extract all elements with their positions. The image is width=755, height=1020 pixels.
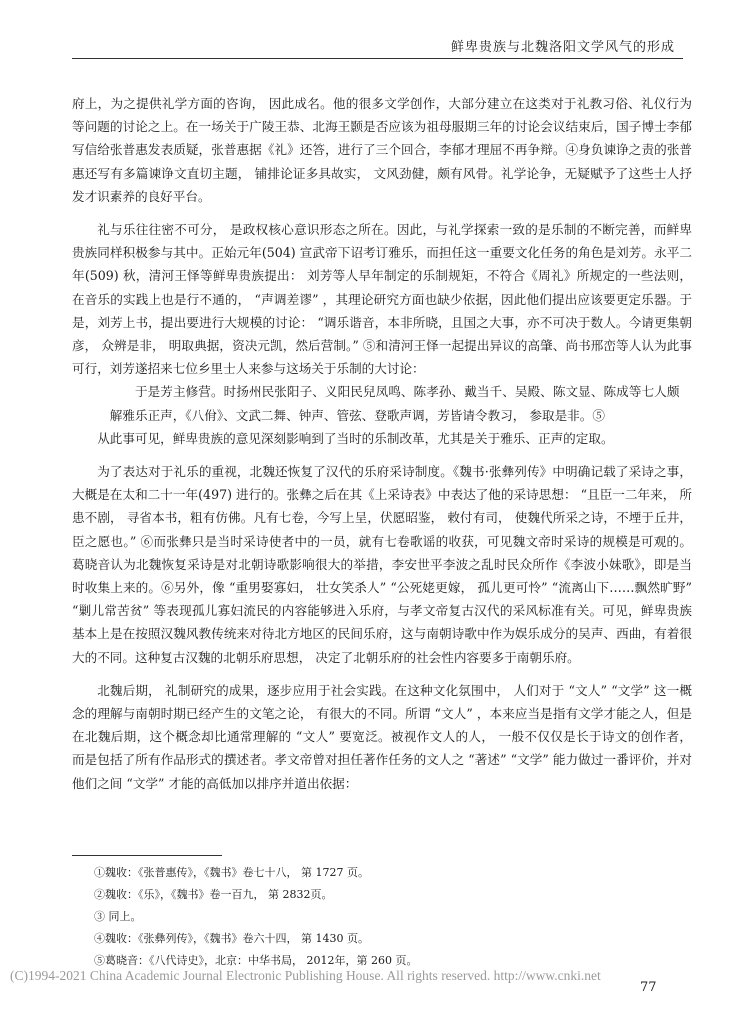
paragraph: 礼与乐往往密不可分， 是政权核心意识形态之所在。因此，与礼学探索一致的是乐制的不断完善，而鲜卑贵族同样积极参与其中。正始元年(504) 宣武帝下诏考订雅乐，而担任这一重要文化任务的角色是刘芳。永平二年(509) 秋，清河王怿等鲜卑贵族提出： 刘芳等人早年制定的乐制规矩，不符合《周礼》所规定的一些法则，在音乐的实践上也是行不通的， “声调差谬” ，其理论研究方面也缺少依据，因此他们提出应该要更定乐器。于是，刘芳上书，提出要进行大规模的讨论： “调乐谐音，本非所晓，且国之大事，亦不可决于数人。今请更集朝彦， 众辨是非， 明取典据，资决元凯，然后营制。” ⑤和清河王怿一起提出异议的高肇、尚书邢峦等人认为此事可行，刘芳遂招来七位乡里士人来参与这场关于乐制的大讨论： <box>72 222 692 377</box>
copyright-watermark: (C)1994-2021 China Academic Journal Electronic Publishing House. All rights reserved. http://www.cnki.net <box>10 968 601 983</box>
footnotes <box>94 862 654 972</box>
paragraph: 府上，为之提供礼学方面的咨询， 因此成名。他的很多文学创作，大部分建立在这类对于礼教习俗、礼仪行为等问题的讨论之上。在一场关于广陵王恭、北海王颢是否应该为祖母服期三年的讨论会议结束后，国子博士李郁写信给张普惠发表质疑，张普惠据《礼》还答，进行了三个回合，李郁才理屈不再争辩。④身负谏诤之责的张普惠还写有多篇谏诤文直切主题， 铺排论证多具故实， 文风劲健，颇有风骨。礼学论争，无疑赋予了这些士人抒发才识素养的良好平台。 <box>72 96 692 204</box>
footnote: ⑤葛晓音：《八代诗史》，北京：中华书局， 2012年，第 260 页。 <box>94 954 418 967</box>
footnote: ③ 同上。 <box>94 910 142 923</box>
page-number: 77 <box>640 980 657 995</box>
paragraph: 为了表达对于礼乐的重视，北魏还恢复了汉代的乐府采诗制度。《魏书·张彝列传》中明确记载了采诗之事， 大概是在太和二十一年(497) 进行的。张彝之后在其《上采诗表》中表达了他的采诗思想： “且臣一二年来， 所患不剧， 寻省本书，粗有仿佛。凡有七卷，今写上呈，伏愿昭鉴， 敕付有司， 使魏代所采之诗，不堙于丘井，臣之愿也。” ⑥而张彝只是当时采诗使者中的一员，就有七卷歌谣的收获，可见魏文帝时采诗的规模是可观的。葛晓音认为北魏恢复采诗是对北朝诗歌影响很大的举措，李安世平李波之乱时民众所作《李波小妹歌》，即是当时收集上来的。⑥另外，像 “重男娶寡妇， 壮女笑杀人” “公死姥更嫁， 孤儿更可怜” “流离山下……飘然旷野” “剿儿常苦贫” 等表现孤儿寡妇流民的内容能够进入乐府，与孝文帝复古汉代的采风标准有关。可见，鲜卑贵族基本上是在按照汉魏风教传统来对待北方地区的民间乐府，这与南朝诗歌中作为娱乐成分的吴声、西曲，有着很大的不同。这种复古汉魏的北朝乐府思想， 决定了北朝乐府的社会性内容要多于南朝乐府。 <box>72 464 692 665</box>
paragraph: 北魏后期， 礼制研究的成果，逐步应用于社会实践。在这种文化氛围中， 人们对于 “文人” “文学” 这一概念的理解与南朝时期已经产生的文笔之论， 有很大的不同。所谓 “文人” ，本来应当是指有文学才能之人，但是在北魏后期，这个概念却比通常理解的 “文人” 要宽泛。被视作文人的人， 一般不仅仅是长于诗文的创作者， 而是包括了所有作品形式的撰述者。孝文帝曾对担任著作任务的文人之 “著述” “文学” 能力做过一番评价，并对他们之间 “文学” 才能的高低加以排序并道出依据： <box>72 682 692 791</box>
paragraph: 从此事可见，鲜卑贵族的意见深刻影响到了当时的乐制改革，尤其是关于雅乐、正声的定取。 <box>97 430 614 446</box>
footnote: ④魏收：《张彝列传》，《魏书》卷六十四， 第 1430 页。 <box>94 932 369 945</box>
header-rule <box>72 58 683 59</box>
footnote-rule <box>72 855 222 856</box>
body-text <box>72 92 692 795</box>
running-header: 鲜卑贵族与北魏洛阳文学风气的形成 <box>450 40 675 55</box>
footnote: ②魏收：《乐》，《魏书》卷一百九， 第 2832页。 <box>94 888 333 901</box>
block-quote: 于是芳主修营。时扬州民张阳子、义阳民兒凤鸣、陈孝孙、戴当千、吴殿、陈文显、陈成等七人颇解雅乐正声，《八佾》、文武二舞、钟声、管弦、登歌声调，芳皆请令教习， 参取是非。⑤ <box>109 384 680 423</box>
footnote: ①魏收：《张普惠传》，《魏书》卷七十八， 第 1727 页。 <box>94 866 369 879</box>
